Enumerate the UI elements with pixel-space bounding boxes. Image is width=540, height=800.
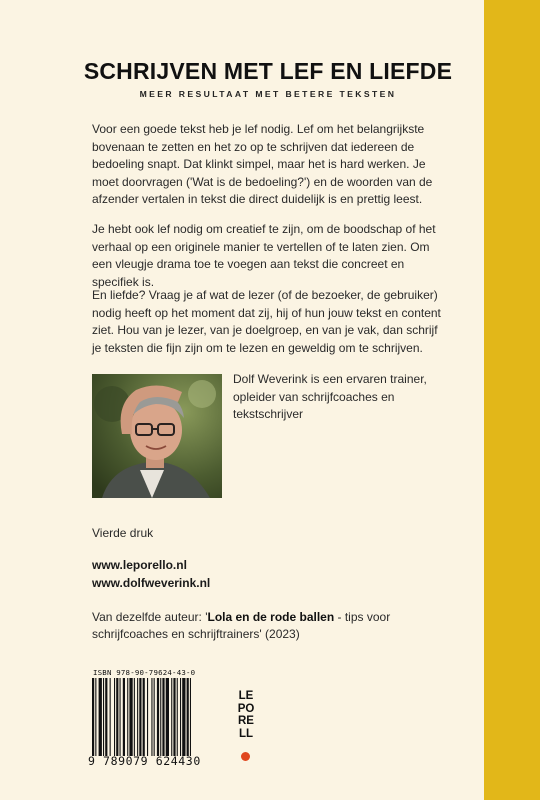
logo-line-4: LL bbox=[238, 727, 254, 740]
publisher-url[interactable]: www.leporello.nl bbox=[92, 558, 187, 572]
author-portrait-image bbox=[92, 374, 222, 498]
publisher-logo bbox=[231, 690, 261, 740]
edition-note: Vierde druk bbox=[92, 526, 154, 540]
spine-band bbox=[484, 0, 540, 800]
isbn-barcode bbox=[92, 678, 226, 756]
also-by-author bbox=[92, 609, 452, 643]
barcode-number: 9 789079 624430 bbox=[88, 754, 201, 768]
logo-line-2: PO bbox=[237, 702, 255, 715]
blurb-paragraph-2: Je hebt ook lef nodig om creatief te zijn, om de boodschap of het verhaal op een originele manier te vertellen of te laten zien. Om een vleugje drama toe te voegen aan tekst die concreet en specifiek is. bbox=[92, 222, 436, 289]
also-by-book-title: Lola en de rode ballen bbox=[207, 610, 335, 624]
blurb-paragraph-1: Voor een goede tekst heb je lef nodig. Lef om het belangrijkste bovenaan te zetten en het zo op te schrijven dat iedereen de bedoeling snapt. Dat klinkt simpel, maar het is hard werken. Je moet doorvragen ('Wat is de bedoeling?') en de woorden van de afzender vertalen in tekst die direct duidelijk is en prettig leest. bbox=[92, 122, 433, 206]
logo-dot-icon bbox=[241, 752, 250, 761]
blurb-paragraph-3: En liefde? Vraag je af wat de lezer (of de bezoeker, de gebruiker) nodig heeft op het moment dat zij, hij of hun jouw tekst en content ziet. Hou van je lezer, van je doelgroep, en van je vak, dan schrijf je teksten die fijn zijn om te lezen en geweldig om te schrijven. bbox=[92, 288, 441, 355]
author-bio: Dolf Weverink is een ervaren trainer, opleider van schrijfcoaches en tekstschrijver bbox=[233, 372, 427, 421]
isbn-label: ISBN 978-90-79624-43-0 bbox=[93, 668, 196, 677]
author-url[interactable]: www.dolfweverink.nl bbox=[92, 576, 211, 590]
barcode-bars bbox=[92, 678, 226, 756]
author-photo bbox=[92, 374, 222, 498]
logo-line-3: RE bbox=[238, 715, 254, 727]
logo-line-1: LE bbox=[238, 690, 254, 702]
book-subtitle: MEER RESULTAAT MET BETERE TEKSTEN bbox=[139, 89, 397, 99]
book-title: SCHRIJVEN MET LEF EN LIEFDE bbox=[83, 58, 453, 84]
also-by-prefix: Van dezelfde auteur: ' bbox=[92, 610, 208, 624]
also-by-rest: - tips voor schrijfcoaches en schrijftrainers' (2023) bbox=[92, 610, 391, 641]
